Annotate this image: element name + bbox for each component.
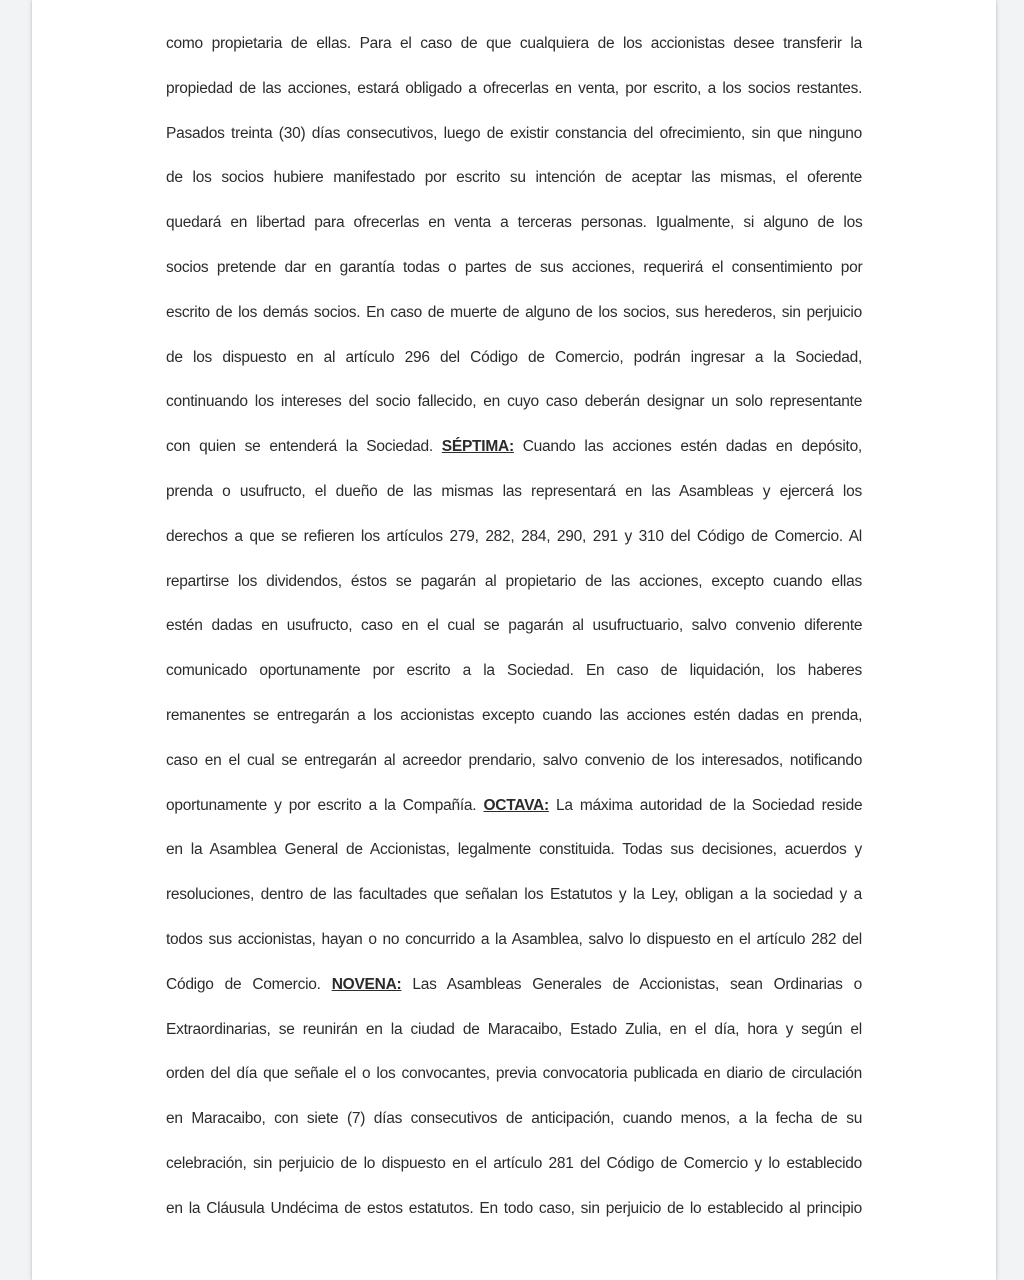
text-fragment: Cuando las acciones estén dadas en depósito, <box>513 438 862 456</box>
text-fragment: La máxima autoridad de la Sociedad reside <box>548 796 863 814</box>
text-line: remanentes se entregarán a los accionistas excepto cuando las acciones estén dadas en prenda, <box>166 706 863 724</box>
text-line: en la Asamblea General de Accionistas, legalmente constituida. Todas sus decisiones, acuerdos y <box>166 841 863 859</box>
clause-heading-novena: NOVENA: <box>331 975 402 993</box>
text-line: quedará en libertad para ofrecerlas en venta a terceras personas. Igualmente, si alguno de los <box>166 214 863 232</box>
text-line: celebración, sin perjuicio de lo dispuesto en el artículo 281 del Código de Comercio y lo establecido <box>166 1154 863 1172</box>
text-line: orden del día que señale el o los convocantes, previa convocatoria publicada en diario de circulación <box>166 1065 862 1083</box>
text-line: prenda o usufructo, el dueño de las mismas las representará en las Asambleas y ejercerá los <box>166 482 862 500</box>
statute-text <box>166 22 862 1232</box>
text-line: en Maracaibo, con siete (7) días consecutivos de anticipación, cuando menos, a la fecha de su <box>166 1110 863 1128</box>
text-line: propiedad de las acciones, estará obligado a ofrecerlas en venta, por escrito, a los socios restantes. <box>166 79 863 97</box>
text-fragment: Las Asambleas Generales de Accionistas, sean Ordinarias o <box>401 975 862 993</box>
text-line: resoluciones, dentro de las facultades que señalan los Estatutos y la Ley, obligan a la sociedad y a <box>166 886 862 904</box>
text-line: Extraordinarias, se reunirán en la ciudad de Maracaibo, Estado Zulia, en el día, hora y según el <box>166 1020 862 1038</box>
text-line: estén dadas en usufructo, caso en el cual se pagarán al usufructuario, salvo convenio diferente <box>166 617 863 635</box>
text-line: comunicado oportunamente por escrito a la Sociedad. En caso de liquidación, los haberes <box>166 662 862 680</box>
text-line-with-clause <box>166 784 862 829</box>
text-line: de los dispuesto en al artículo 296 del Código de Comercio, podrán ingresar a la Sociedad, <box>166 348 863 366</box>
text-line: caso en el cual se entregarán al acreedor prendario, salvo convenio de los interesados, notificando <box>166 751 863 769</box>
text-line: continuando los intereses del socio fallecido, en cuyo caso deberán designar un solo representante <box>166 393 863 411</box>
text-fragment: con quien se entenderá la Sociedad. <box>166 438 442 456</box>
text-line: Pasados treinta (30) días consecutivos, luego de existir constancia del ofrecimiento, sin que ninguno <box>166 124 862 142</box>
document-page <box>32 0 996 1280</box>
text-line: de los socios hubiere manifestado por escrito su intención de aceptar las mismas, el oferente <box>166 169 863 187</box>
text-line: todos sus accionistas, hayan o no concurrido a la Asamblea, salvo lo dispuesto en el artículo 282 del <box>166 930 862 948</box>
clause-heading-octava: OCTAVA: <box>483 796 549 814</box>
text-line: socios pretende dar en garantía todas o partes de sus acciones, requerirá el consentimiento por <box>166 258 863 276</box>
text-line: derechos a que se refieren los artículos 279, 282, 284, 290, 291 y 310 del Código de Comercio. Al <box>166 527 862 545</box>
clause-heading-septima: SÉPTIMA: <box>441 438 514 456</box>
text-line: en la Cláusula Undécima de estos estatutos. En todo caso, sin perjuicio de lo establecido al principio <box>166 1199 862 1217</box>
text-fragment: Código de Comercio. <box>166 975 332 993</box>
text-line: como propietaria de ellas. Para el caso de que cualquiera de los accionistas desee transferir la <box>166 35 862 52</box>
text-line: repartirse los dividendos, éstos se pagarán al propietario de las acciones, excepto cuando ellas <box>166 572 862 590</box>
text-line: escrito de los demás socios. En caso de muerte de alguno de los socios, sus herederos, sin perjuicio <box>166 303 862 321</box>
text-line-with-clause <box>166 425 862 470</box>
text-line-with-clause <box>166 963 862 1008</box>
text-fragment: oportunamente y por escrito a la Compañía. <box>166 796 484 814</box>
